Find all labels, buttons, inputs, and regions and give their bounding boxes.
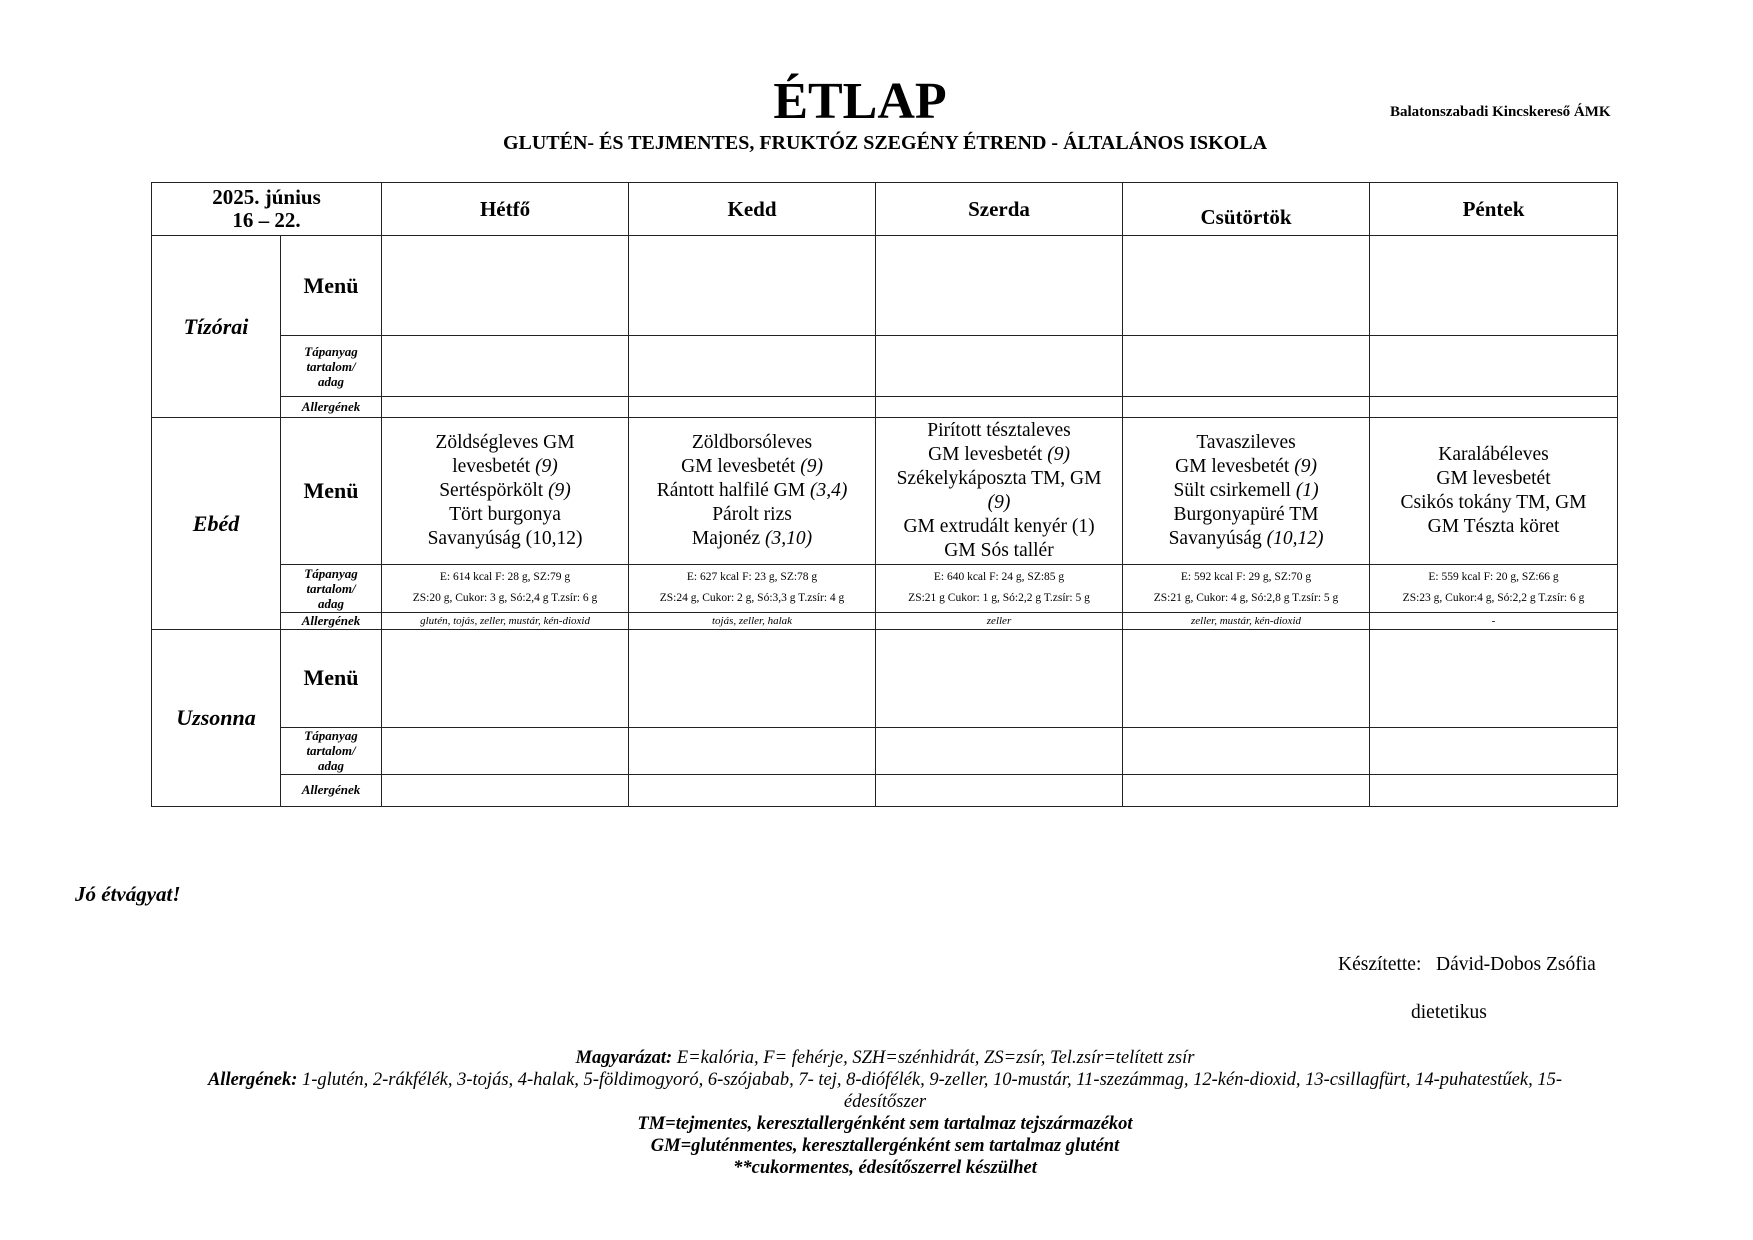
tizorai-menu-row — [152, 236, 1618, 336]
uzsonna-nutrition-row — [152, 727, 1618, 774]
allergen-legend-text: 1-glutén, 2-rákfélék, 3-tojás, 4-halak, 5-földimogyoró, 6-szójabab, 7- tej, 8-diófélék, 9-zeller, 10-mustár, 11-szezámmag, 12-kén-dioxid, 13-csillagfürt, 14-puhatestűek, 15- — [302, 1070, 1563, 1090]
dish-line: GM extrudált kenyér (1) — [903, 515, 1095, 537]
ebed-menu-row — [152, 418, 1618, 564]
dish-line: Zöldborsóleves — [691, 431, 813, 453]
nutrition-friday — [1370, 564, 1618, 612]
allergen-code: (10,12) — [1266, 527, 1324, 549]
author-label: Készítette: — [1338, 954, 1422, 975]
tizorai-monday-cell — [382, 236, 629, 336]
lunch-tuesday-dishes — [629, 418, 876, 564]
dish-line: Burgonyapüré TM — [1173, 503, 1319, 525]
empty-cell — [876, 774, 1123, 806]
nutrition-line: ZS:24 g, Cukor: 2 g, Só:3,3 g T.zsír: 4 g — [659, 592, 845, 605]
uzsonna-wednesday-cell — [876, 629, 1123, 727]
dish-text: Sertéspörkölt — [439, 479, 544, 501]
day-header-tuesday: Kedd — [629, 183, 876, 236]
nutrition-line: E: 592 kcal F: 29 g, SZ:70 g — [1180, 571, 1312, 584]
allergens-tuesday: tojás, zeller, halak — [629, 612, 876, 629]
uzsonna-allergen-row — [152, 774, 1618, 806]
tizorai-allergen-row — [152, 397, 1618, 418]
nutrition-label-line: adag — [318, 758, 344, 774]
explanation-text: E=kalória, F= fehérje, SZH=szénhidrát, ZS=zsír, Tel.zsír=telített zsír — [676, 1048, 1195, 1068]
gm-note-text: GM=gluténmentes, keresztallergénként sem tartalmaz glutént — [650, 1136, 1120, 1156]
nutrition-label-line: tartalom/ — [306, 580, 356, 596]
dish-line — [1123, 479, 1369, 503]
uzsonna-friday-cell — [1370, 629, 1618, 727]
tizorai-wednesday-cell — [876, 236, 1123, 336]
menu-table — [151, 182, 1618, 807]
date-days: 16 – 22. — [232, 208, 301, 233]
dish-line: Zöldségleves GM — [435, 431, 575, 453]
tm-note-text: TM=tejmentes, keresztallergénként sem tartalmaz tejszármazékot — [637, 1114, 1133, 1134]
empty-cell — [382, 397, 629, 418]
dish-line — [876, 491, 1122, 515]
empty-cell — [1370, 727, 1618, 774]
row-label-allergens: Allergének — [281, 612, 382, 629]
allergen-legend-label: Allergének: — [207, 1070, 298, 1090]
dish-line — [382, 455, 628, 479]
dish-line: Savanyúság (10,12) — [427, 527, 583, 549]
allergen-legend-line — [100, 1069, 1670, 1091]
explanation-label: Magyarázat: — [575, 1048, 673, 1068]
nutrition-line: ZS:21 g Cukor: 1 g, Só:2,2 g T.zsír: 5 g — [908, 592, 1090, 605]
uzsonna-thursday-cell — [1123, 629, 1370, 727]
dish-line — [629, 479, 875, 503]
empty-cell — [629, 336, 876, 397]
allergen-code: (9) — [548, 479, 571, 501]
allergen-code: (9) — [1294, 455, 1317, 477]
dish-text: GM levesbetét — [1175, 455, 1290, 477]
empty-cell — [1370, 397, 1618, 418]
empty-cell — [629, 727, 876, 774]
dish-line: Csikós tokány TM, GM — [1400, 491, 1587, 513]
explanation-line — [100, 1047, 1670, 1069]
allergen-code: (9) — [800, 455, 823, 477]
allergen-code: (9) — [987, 491, 1011, 513]
dish-line: GM levesbetét — [1436, 467, 1551, 489]
allergens-monday: glutén, tojás, zeller, mustár, kén-dioxid — [382, 612, 629, 629]
nutrition-line: ZS:20 g, Cukor: 3 g, Só:2,4 g T.zsír: 6 g — [412, 592, 598, 605]
row-label-nutrition — [281, 727, 382, 774]
tizorai-thursday-cell — [1123, 236, 1370, 336]
ebed-nutrition-row — [152, 564, 1618, 612]
dish-text: Rántott halfilé GM — [656, 479, 806, 501]
nutrition-line: E: 614 kcal F: 28 g, SZ:79 g — [439, 571, 571, 584]
allergen-code: (9) — [535, 455, 558, 477]
empty-cell — [629, 774, 876, 806]
lunch-monday-dishes — [382, 418, 629, 564]
row-label-menu: Menü — [281, 236, 382, 336]
gm-note — [100, 1135, 1670, 1157]
row-label-allergens: Allergének — [281, 397, 382, 418]
author-name: Dávid-Dobos Zsófia — [1436, 954, 1596, 975]
dish-line: GM Sós tallér — [944, 539, 1054, 561]
tizorai-friday-cell — [1370, 236, 1618, 336]
row-label-nutrition — [281, 564, 382, 612]
empty-cell — [876, 397, 1123, 418]
meal-label-uzsonna: Uzsonna — [152, 629, 281, 806]
nutrition-line: ZS:23 g, Cukor:4 g, Só:2,2 g T.zsír: 6 g — [1402, 592, 1585, 605]
nutrition-line: ZS:21 g, Cukor: 4 g, Só:2,8 g T.zsír: 5 g — [1153, 592, 1339, 605]
lunch-wednesday-dishes — [876, 418, 1123, 564]
empty-cell — [382, 727, 629, 774]
legend — [100, 1047, 1670, 1179]
row-label-menu: Menü — [281, 418, 382, 564]
dish-text: levesbetét — [452, 455, 531, 477]
header-row — [152, 183, 1618, 236]
date-month: 2025. június — [212, 185, 321, 210]
nutrition-label-line: Tápanyag — [304, 565, 358, 581]
dish-line — [876, 443, 1122, 467]
empty-cell — [876, 727, 1123, 774]
row-label-menu: Menü — [281, 629, 382, 727]
empty-cell — [1123, 336, 1370, 397]
tizorai-nutrition-row — [152, 336, 1618, 397]
empty-cell — [876, 336, 1123, 397]
nutrition-monday — [382, 564, 629, 612]
uzsonna-tuesday-cell — [629, 629, 876, 727]
date-range-cell — [152, 183, 382, 236]
meal-label-ebed: Ebéd — [152, 418, 281, 629]
meal-label-tizorai: Tízórai — [152, 236, 281, 418]
dish-line: Tört burgonya — [449, 503, 561, 525]
nutrition-label-line: Tápanyag — [304, 343, 358, 359]
uzsonna-monday-cell — [382, 629, 629, 727]
allergens-wednesday: zeller — [876, 612, 1123, 629]
dish-line: Székelykáposzta TM, GM — [896, 467, 1102, 489]
dish-line — [629, 527, 875, 551]
page-title: ÉTLAP — [773, 73, 947, 130]
dish-text: Majonéz — [691, 527, 761, 549]
allergens-friday: - — [1370, 612, 1618, 629]
dish-text: Savanyúság — [1168, 527, 1262, 549]
page-subtitle: GLUTÉN- ÉS TEJMENTES, FRUKTÓZ SZEGÉNY ÉTREND - ÁLTALÁNOS ISKOLA — [502, 132, 1268, 154]
empty-cell — [629, 397, 876, 418]
empty-cell — [1123, 774, 1370, 806]
sugar-note-text: **cukormentes, édesítőszerrel készülhet — [733, 1158, 1037, 1178]
lunch-friday-dishes — [1370, 418, 1618, 564]
dish-text: GM levesbetét — [928, 443, 1043, 465]
empty-cell — [382, 336, 629, 397]
allergen-legend-line-2: édesítőszer — [843, 1092, 927, 1112]
dish-line — [1123, 527, 1369, 551]
nutrition-label-line: Tápanyag — [304, 728, 358, 744]
uzsonna-menu-row — [152, 629, 1618, 727]
dish-text: GM levesbetét — [681, 455, 796, 477]
nutrition-label-line: tartalom/ — [306, 358, 356, 374]
empty-cell — [1123, 397, 1370, 418]
nutrition-line: E: 640 kcal F: 24 g, SZ:85 g — [933, 571, 1065, 584]
nutrition-wednesday — [876, 564, 1123, 612]
dish-line — [1123, 455, 1369, 479]
dish-line: GM Tészta köret — [1427, 515, 1560, 537]
dish-line: Párolt rizs — [712, 503, 792, 525]
nutrition-thursday — [1123, 564, 1370, 612]
day-header-monday: Hétfő — [382, 183, 629, 236]
sugar-note — [100, 1157, 1670, 1179]
dish-line: Pirított tésztaleves — [927, 419, 1071, 441]
author-line — [1338, 954, 1596, 976]
tm-note — [100, 1113, 1670, 1135]
empty-cell — [1123, 727, 1370, 774]
nutrition-tuesday — [629, 564, 876, 612]
day-header-thursday: Csütörtök — [1123, 183, 1370, 236]
nutrition-line: E: 559 kcal F: 20 g, SZ:66 g — [1428, 571, 1559, 584]
empty-cell — [382, 774, 629, 806]
day-header-friday: Péntek — [1370, 183, 1618, 236]
dish-text: Sült csirkemell — [1173, 479, 1291, 501]
ebed-allergen-row — [152, 612, 1618, 629]
row-label-nutrition — [281, 336, 382, 397]
day-header-wednesday: Szerda — [876, 183, 1123, 236]
lunch-thursday-dishes — [1123, 418, 1370, 564]
empty-cell — [1370, 336, 1618, 397]
dish-line — [382, 479, 628, 503]
empty-cell — [1370, 774, 1618, 806]
allergens-thursday: zeller, mustár, kén-dioxid — [1123, 612, 1370, 629]
author-role: dietetikus — [1411, 1002, 1487, 1023]
dish-line: Tavaszileves — [1196, 431, 1296, 453]
allergen-code: (3,10) — [765, 527, 813, 549]
nutrition-label-line: adag — [318, 595, 344, 611]
row-label-allergens: Allergének — [281, 774, 382, 806]
tizorai-tuesday-cell — [629, 236, 876, 336]
allergen-code: (1) — [1295, 479, 1319, 501]
dish-line — [629, 455, 875, 479]
nutrition-label-line: adag — [318, 373, 344, 389]
nutrition-label-line: tartalom/ — [306, 743, 356, 759]
dish-line: Karalábéleves — [1438, 443, 1549, 465]
nutrition-line: E: 627 kcal F: 23 g, SZ:78 g — [686, 571, 818, 584]
greeting: Jó étvágyat! — [75, 882, 181, 906]
allergen-code: (9) — [1047, 443, 1070, 465]
allergen-code: (3,4) — [809, 479, 848, 501]
organization-name: Balatonszabadi Kincskereső ÁMK — [1390, 104, 1611, 120]
